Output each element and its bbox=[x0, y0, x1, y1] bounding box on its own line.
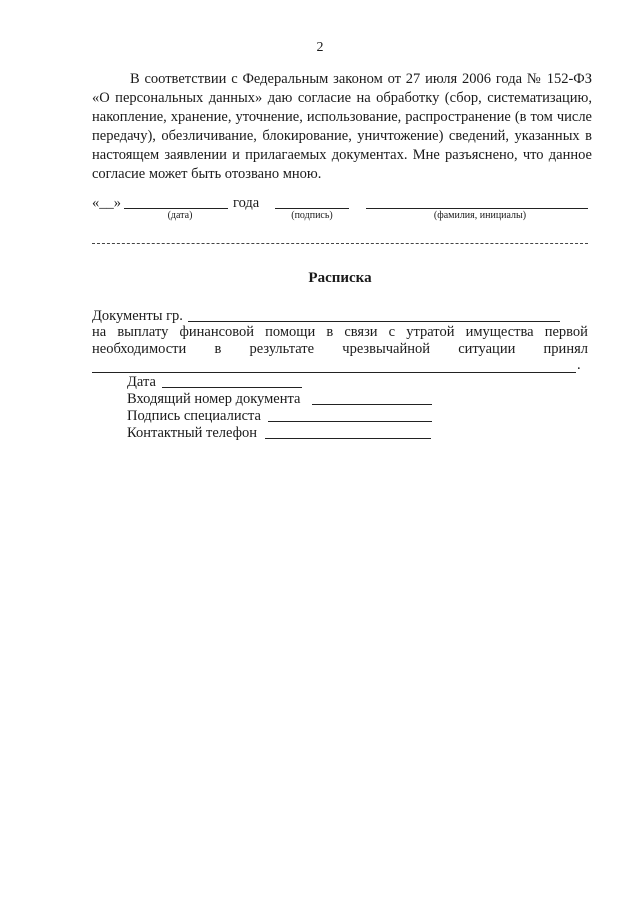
receipt-word: имущества bbox=[465, 324, 534, 340]
receipt-line-3 bbox=[92, 341, 588, 358]
caption-date: (дата) bbox=[167, 210, 193, 221]
specialist-signature-label: Подпись специалиста bbox=[127, 408, 261, 424]
end-period: . bbox=[577, 357, 581, 373]
cut-line bbox=[92, 243, 588, 244]
citizen-name-underline bbox=[188, 307, 560, 322]
year-word: года bbox=[233, 195, 260, 211]
name-underline bbox=[366, 194, 588, 209]
receipt-word: связи bbox=[344, 324, 378, 340]
receipt-line-2 bbox=[92, 324, 588, 341]
date-label: Дата bbox=[127, 374, 156, 390]
page-number: 2 bbox=[316, 40, 324, 55]
accepted-by-underline bbox=[92, 358, 576, 373]
signature-underline bbox=[275, 194, 349, 209]
phone-label: Контактный телефон bbox=[127, 425, 258, 441]
incoming-number-underline bbox=[312, 390, 432, 405]
receipt-title: Расписка bbox=[308, 270, 372, 286]
receipt-word: финансовой bbox=[179, 324, 255, 340]
receipt-word: помощи bbox=[265, 324, 316, 340]
date-underline bbox=[124, 194, 228, 209]
receipt-word: необходимости bbox=[92, 341, 187, 357]
incoming-number-label: Входящий номер документа bbox=[127, 391, 301, 407]
caption-signature: (подпись) bbox=[291, 210, 333, 221]
receipt-word: утратой bbox=[406, 324, 455, 340]
documents-prefix: Документы гр. bbox=[92, 308, 183, 324]
receipt-word: выплату bbox=[117, 324, 169, 340]
date-day-quotes: «__» bbox=[92, 195, 121, 211]
receipt-word: ситуации bbox=[458, 341, 516, 357]
receipt-word: на bbox=[92, 324, 107, 340]
receipt-word: с bbox=[388, 324, 396, 340]
receipt-word: в bbox=[214, 341, 222, 357]
receipt-word: чрезвычайной bbox=[342, 341, 431, 357]
receipt-word: первой bbox=[544, 324, 588, 340]
caption-name: (фамилия, инициалы) bbox=[433, 210, 527, 221]
specialist-signature-underline bbox=[268, 407, 432, 422]
phone-underline bbox=[265, 424, 431, 439]
receipt-word: принял bbox=[543, 341, 588, 357]
receipt-word: в bbox=[326, 324, 334, 340]
receipt-date-underline bbox=[162, 373, 302, 388]
receipt-word: результате bbox=[249, 341, 315, 357]
consent-paragraph: В соответствии с Федеральным законом от 27 июля 2006 года № 152-ФЗ «О персональных данных» даю согласие на обработку (сбор, систематизацию, накопление, хранение, уточнение, использование, распространение (в том числе передачу), обезличивание, блокирование, уничтожение) сведений, указанных в настоящем заявлении и прилагаемых документах. Мне разъяснено, что данное согласие может быть отозвано мною. bbox=[92, 71, 592, 182]
